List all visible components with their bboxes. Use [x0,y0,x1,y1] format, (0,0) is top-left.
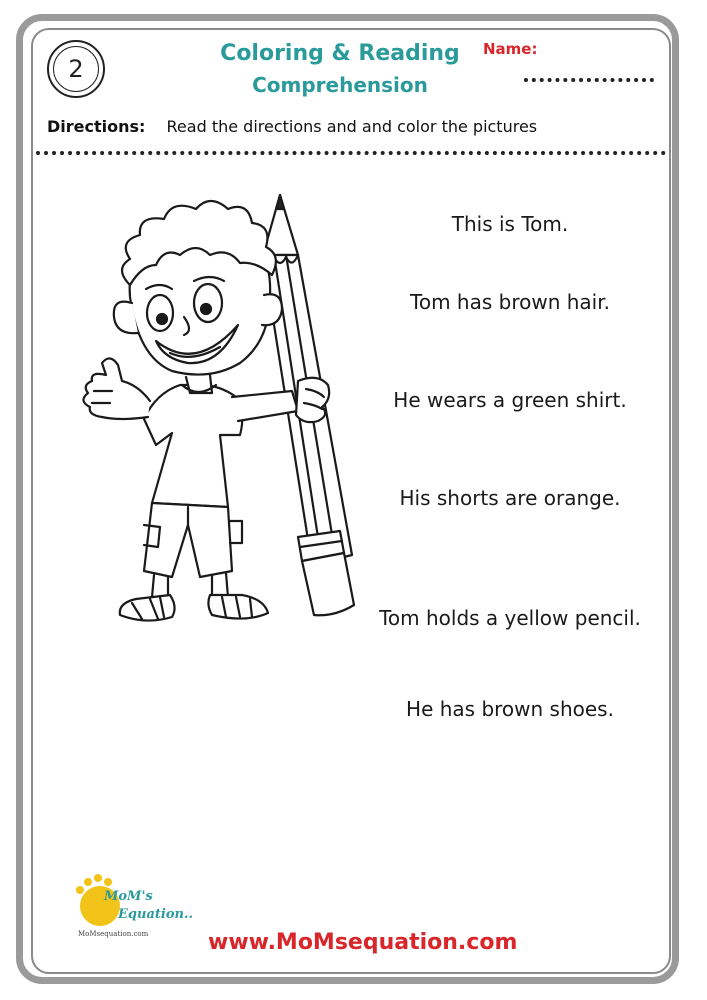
directions-text: Read the directions and and color the pictures [166,117,538,136]
sentence-3: He wears a green shirt. [393,388,627,412]
sentence-2: Tom has brown hair. [410,290,610,314]
title-line-1: Coloring & Reading [220,41,460,66]
sentence-6: He has brown shoes. [406,697,614,721]
sentence-4: His shorts are orange. [399,486,621,510]
logo-line-1: MoM's [104,889,153,904]
title-line-2: Comprehension [252,73,428,97]
moms-equation-logo [70,872,210,942]
sentence-1: This is Tom. [451,212,569,236]
directions-label: Directions: [47,117,146,136]
dotted-divider [36,151,666,155]
logo-line-2: Equation.. [118,907,193,922]
sentence-5: Tom holds a yellow pencil. [379,606,641,630]
name-label: Name: [483,40,538,58]
worksheet-title [195,38,485,100]
boy-with-pencil-illustration [60,185,365,635]
page-number: 2 [53,46,99,92]
page-number-badge [47,40,105,98]
footer-website: www.MoMsequation.com [208,930,518,955]
name-blank-line [524,78,654,82]
directions [47,117,537,136]
logo-small-url: MoMsequation.com [78,930,149,938]
